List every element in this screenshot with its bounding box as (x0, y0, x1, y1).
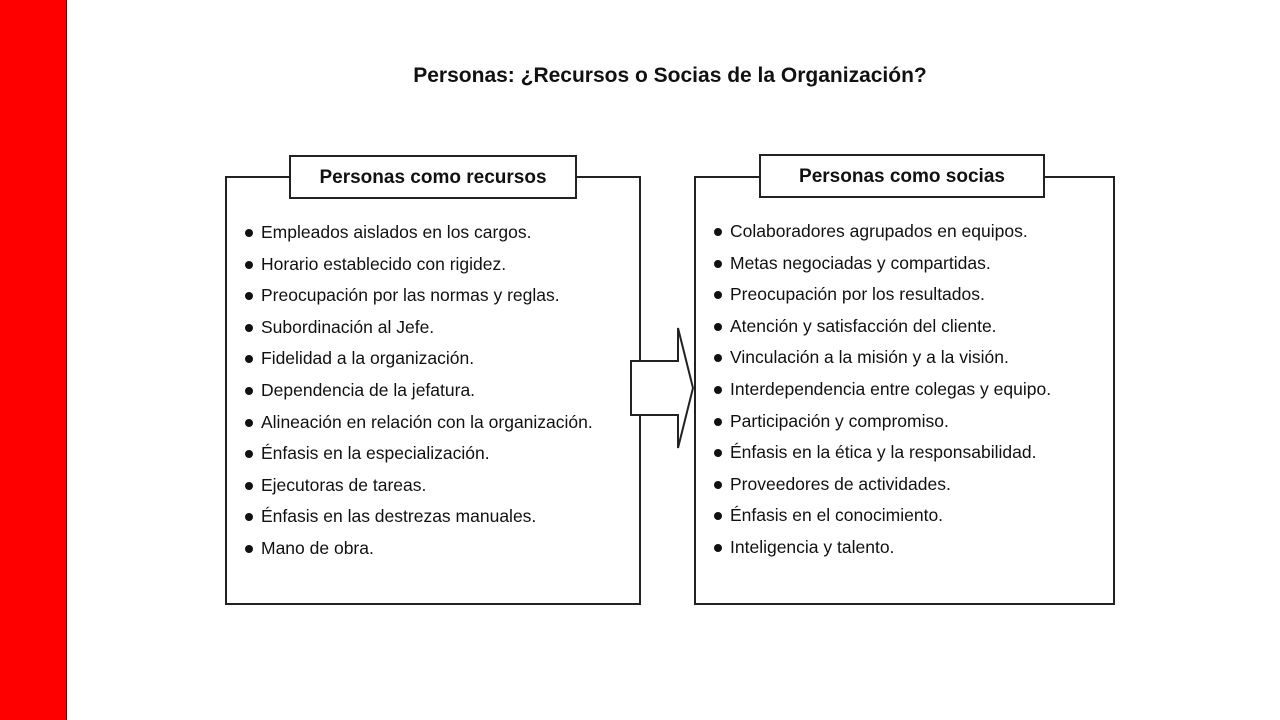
bullet-icon (245, 482, 253, 490)
bullet-icon (245, 355, 253, 363)
list-item-text: Horario establecido con rigidez. (261, 253, 507, 274)
list-item-text: Proveedores de actividades. (730, 473, 951, 494)
bullet-icon (714, 354, 722, 362)
list-item-text: Preocupación por las normas y reglas. (261, 285, 560, 306)
list-item-text: Dependencia de la jefatura. (261, 379, 476, 400)
bullet-icon (714, 291, 722, 299)
red-side-bar (0, 0, 67, 720)
panel-partners-header: Personas como socias (759, 154, 1045, 198)
bullet-icon (714, 260, 722, 268)
bullet-icon (714, 323, 722, 331)
right-arrow-icon (628, 325, 698, 451)
list-item (243, 375, 628, 407)
list-item (243, 343, 628, 375)
bullet-icon (714, 386, 722, 394)
bullet-icon (714, 512, 722, 520)
bullet-icon (245, 545, 253, 553)
bullet-icon (245, 419, 253, 427)
list-item-text: Metas negociadas y compartidas. (730, 252, 991, 273)
bullet-icon (245, 229, 253, 237)
bullet-icon (714, 481, 722, 489)
list-item-text: Énfasis en las destrezas manuales. (261, 506, 537, 527)
panel-resources-header: Personas como recursos (289, 155, 577, 199)
list-item (243, 217, 628, 249)
list-item (712, 500, 1107, 532)
list-item (712, 406, 1107, 438)
list-item-text: Ejecutoras de tareas. (261, 474, 427, 495)
bullet-icon (714, 418, 722, 426)
list-item (243, 312, 628, 344)
list-item-text: Subordinación al Jefe. (261, 316, 435, 337)
list-item (712, 374, 1107, 406)
list-item-text: Empleados aislados en los cargos. (261, 222, 532, 242)
list-item-text: Inteligencia y talento. (730, 536, 895, 557)
list-item (712, 469, 1107, 501)
slide-title: Personas: ¿Recursos o Socias de la Organización? (413, 64, 927, 87)
list-item-text: Atención y satisfacción del cliente. (730, 315, 997, 336)
list-item (712, 342, 1107, 374)
list-item (712, 279, 1107, 311)
right-arrow-shape (631, 328, 693, 448)
bullet-icon (714, 449, 722, 457)
list-item-text: Énfasis en la especialización. (261, 443, 490, 464)
list-item-text: Énfasis en la ética y la responsabilidad. (730, 442, 1037, 463)
list-item (712, 311, 1107, 343)
partners-list (712, 216, 1107, 564)
bullet-icon (714, 544, 722, 552)
bullet-icon (245, 292, 253, 300)
list-item (712, 437, 1107, 469)
list-item (243, 533, 628, 565)
list-item (243, 470, 628, 502)
list-item-text: Alineación en relación con la organización. (261, 411, 593, 432)
bullet-icon (245, 324, 253, 332)
bullet-icon (245, 387, 253, 395)
list-item-text: Mano de obra. (261, 537, 374, 558)
list-item-text: Vinculación a la misión y a la visión. (730, 347, 1009, 368)
bullet-icon (245, 513, 253, 521)
list-item (243, 438, 628, 470)
list-item-text: Fidelidad a la organización. (261, 348, 475, 369)
bullet-icon (245, 450, 253, 458)
bullet-icon (245, 261, 253, 269)
list-item (712, 216, 1107, 248)
list-item (243, 280, 628, 312)
list-item-text: Énfasis en el conocimiento. (730, 505, 944, 526)
list-item (243, 407, 628, 439)
list-item-text: Colaboradores agrupados en equipos. (730, 221, 1028, 241)
list-item (243, 501, 628, 533)
list-item-text: Participación y compromiso. (730, 410, 949, 431)
list-item-text: Preocupación por los resultados. (730, 284, 985, 305)
list-item (712, 248, 1107, 280)
resources-list (243, 217, 628, 565)
list-item-text: Interdependencia entre colegas y equipo. (730, 378, 1052, 399)
list-item (712, 532, 1107, 564)
list-item (243, 249, 628, 281)
bullet-icon (714, 228, 722, 236)
